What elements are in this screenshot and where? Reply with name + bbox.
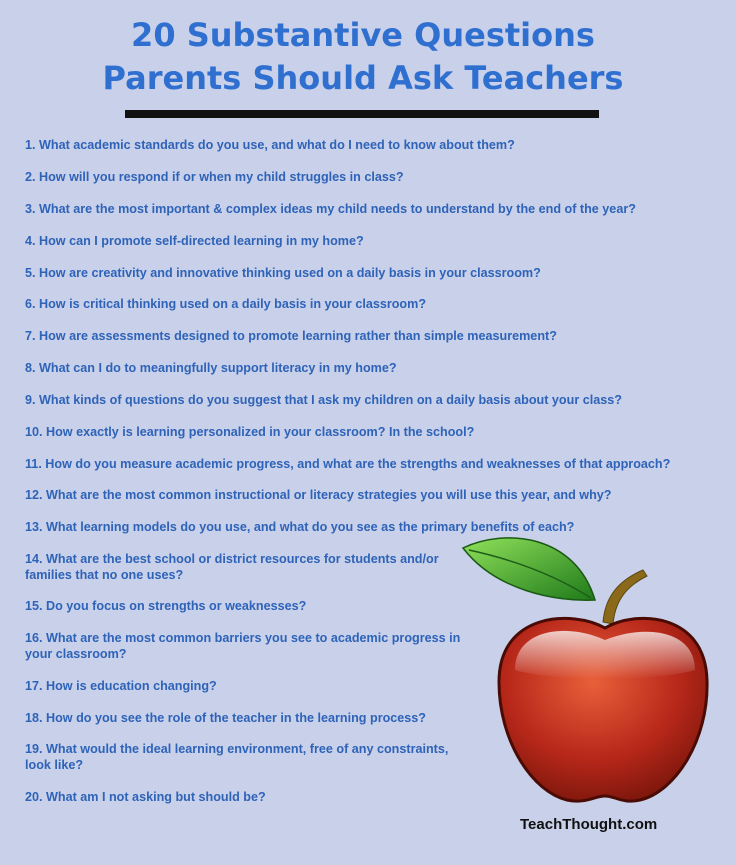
- question-item: 5. How are creativity and innovative thinking used on a daily basis in your classroom?: [25, 266, 541, 280]
- question-item: 13. What learning models do you use, and what do you see as the primary benefits of each?: [25, 520, 575, 534]
- question-item: 15. Do you focus on strengths or weaknesses?: [25, 599, 307, 613]
- question-item: 20. What am I not asking but should be?: [25, 790, 266, 804]
- question-item: 6. How is critical thinking used on a daily basis in your classroom?: [25, 297, 427, 311]
- title-divider: [125, 110, 599, 118]
- title-line-1: 20 Substantive Questions: [131, 16, 595, 54]
- question-item: 8. What can I do to meaningfully support literacy in my home?: [25, 361, 397, 375]
- question-item: 17. How is education changing?: [25, 679, 217, 693]
- title-line-2: Parents Should Ask Teachers: [102, 59, 624, 97]
- question-item: 14. What are the best school or district resources for students and/or families that no one uses?: [25, 552, 439, 582]
- question-item: 11. How do you measure academic progress, and what are the strengths and weaknesses of that approach?: [25, 457, 671, 471]
- brand-name: TeachThought.com: [520, 816, 658, 833]
- question-item: 16. What are the most common barriers you see to academic progress in your classroom?: [25, 631, 461, 661]
- question-item: 19. What would the ideal learning environment, free of any constraints, look like?: [25, 742, 449, 772]
- question-item: 9. What kinds of questions do you suggest that I ask my children on a daily basis about your class?: [25, 393, 622, 407]
- question-item: 3. What are the most important & complex ideas my child needs to understand by the end of the year?: [25, 202, 636, 216]
- question-item: 1. What academic standards do you use, and what do I need to know about them?: [25, 138, 515, 152]
- question-item: 7. How are assessments designed to promote learning rather than simple measurement?: [25, 329, 557, 343]
- question-item: 4. How can I promote self-directed learning in my home?: [25, 234, 364, 248]
- question-item: 2. How will you respond if or when my child struggles in class?: [25, 170, 404, 184]
- apple-icon: [455, 530, 725, 810]
- page-title: [0, 14, 726, 100]
- question-item: 12. What are the most common instructional or literacy strategies you will use this year, and why?: [25, 488, 612, 502]
- question-item: 18. How do you see the role of the teacher in the learning process?: [25, 711, 426, 725]
- question-item: 10. How exactly is learning personalized in your classroom? In the school?: [25, 425, 475, 439]
